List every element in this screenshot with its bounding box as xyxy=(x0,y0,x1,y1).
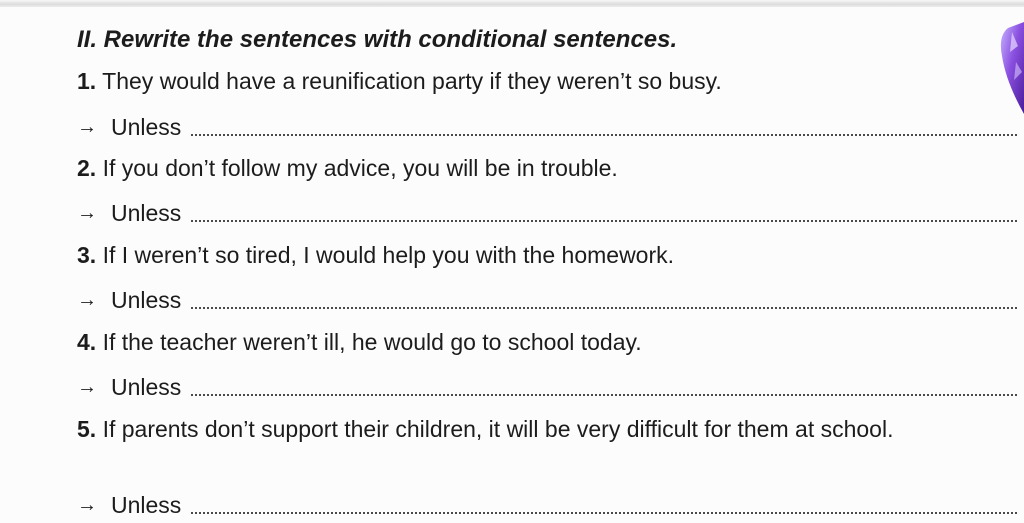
answer-blank[interactable] xyxy=(191,512,1017,514)
answer-prefix: Unless xyxy=(111,374,182,400)
answer-line-4[interactable] xyxy=(77,372,1017,400)
arrow-icon: → xyxy=(77,116,97,138)
arrow-icon: → xyxy=(77,376,97,398)
answer-prefix: Unless xyxy=(111,492,182,518)
question-2 xyxy=(77,155,618,182)
answer-blank[interactable] xyxy=(191,394,1017,396)
arrow-icon: → xyxy=(77,494,97,516)
question-1 xyxy=(77,68,722,95)
question-number: 5. xyxy=(77,416,97,442)
question-number: 1. xyxy=(77,68,97,94)
question-number: 4. xyxy=(77,329,97,355)
question-text: If I weren’t so tired, I would help you with the homework. xyxy=(102,242,675,268)
answer-prefix: Unless xyxy=(111,287,182,313)
question-text: If the teacher weren’t ill, he would go to school today. xyxy=(102,329,642,355)
question-3 xyxy=(77,242,674,269)
answer-blank[interactable] xyxy=(191,307,1017,309)
answer-prefix: Unless xyxy=(111,114,182,140)
answer-blank[interactable] xyxy=(191,220,1017,222)
question-4 xyxy=(77,329,642,356)
answer-prefix: Unless xyxy=(111,200,182,226)
question-number: 3. xyxy=(77,242,97,268)
question-number: 2. xyxy=(77,155,97,181)
purple-ornament-icon xyxy=(998,22,1024,114)
exercise-heading: II. Rewrite the sentences with conditional sentences. xyxy=(77,26,678,53)
answer-line-1[interactable] xyxy=(77,112,1017,140)
question-text: If you don’t follow my advice, you will be in trouble. xyxy=(102,155,618,181)
question-5 xyxy=(77,413,1017,446)
arrow-icon: → xyxy=(77,202,97,224)
question-text: They would have a reunification party if they weren’t so busy. xyxy=(102,68,722,94)
question-text: If parents don’t support their children, it will be very difficult for them at school. xyxy=(102,416,894,442)
answer-line-3[interactable] xyxy=(77,285,1017,313)
answer-line-2[interactable] xyxy=(77,198,1017,226)
answer-line-5[interactable] xyxy=(77,490,1017,518)
answer-blank[interactable] xyxy=(191,134,1017,136)
arrow-icon: → xyxy=(77,289,97,311)
